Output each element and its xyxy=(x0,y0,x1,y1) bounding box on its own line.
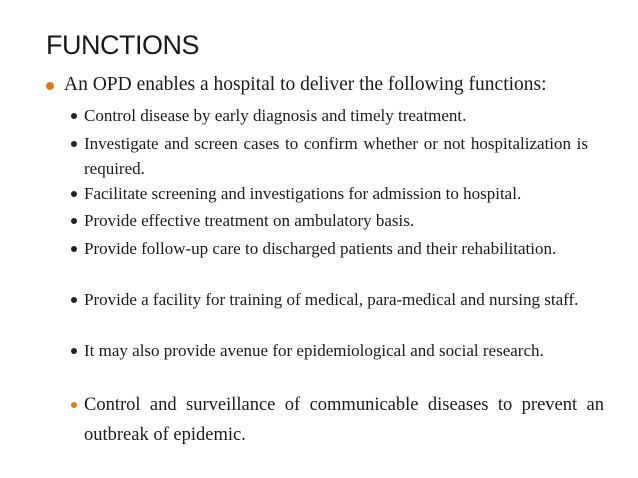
list-item: Provide effective treatment on ambulatory basis. xyxy=(84,211,415,230)
list-item: Provide follow-up care to discharged patients and their rehabilitation. xyxy=(84,239,557,258)
bullet-dot-icon xyxy=(71,402,77,408)
bullet-dot-icon xyxy=(71,141,77,147)
slide-title: FUNCTIONS xyxy=(46,30,199,60)
list-item: It may also provide avenue for epidemiological and social research. xyxy=(84,341,544,360)
list-item: Control and surveillance of communicable diseases to prevent an outbreak of epidemic. xyxy=(84,395,604,445)
bullet-dot-icon xyxy=(71,218,77,224)
list-item: Control disease by early diagnosis and timely treatment. xyxy=(84,106,467,125)
intro-text: An OPD enables a hospital to deliver the following functions: xyxy=(64,74,547,95)
bullet-dot-icon xyxy=(71,191,77,197)
bullet-dot-icon xyxy=(71,348,77,354)
bullet-dot-icon xyxy=(71,113,77,119)
bullet-dot-icon xyxy=(46,82,54,90)
bullet-dot-icon xyxy=(71,246,77,252)
list-item: Facilitate screening and investigations for admission to hospital. xyxy=(84,184,522,203)
bullet-dot-icon xyxy=(71,297,77,303)
list-item: Investigate and screen cases to confirm whether or not hospitalization is required. xyxy=(84,134,588,178)
list-item: Provide a facility for training of medical, para-medical and nursing staff. xyxy=(84,290,579,309)
